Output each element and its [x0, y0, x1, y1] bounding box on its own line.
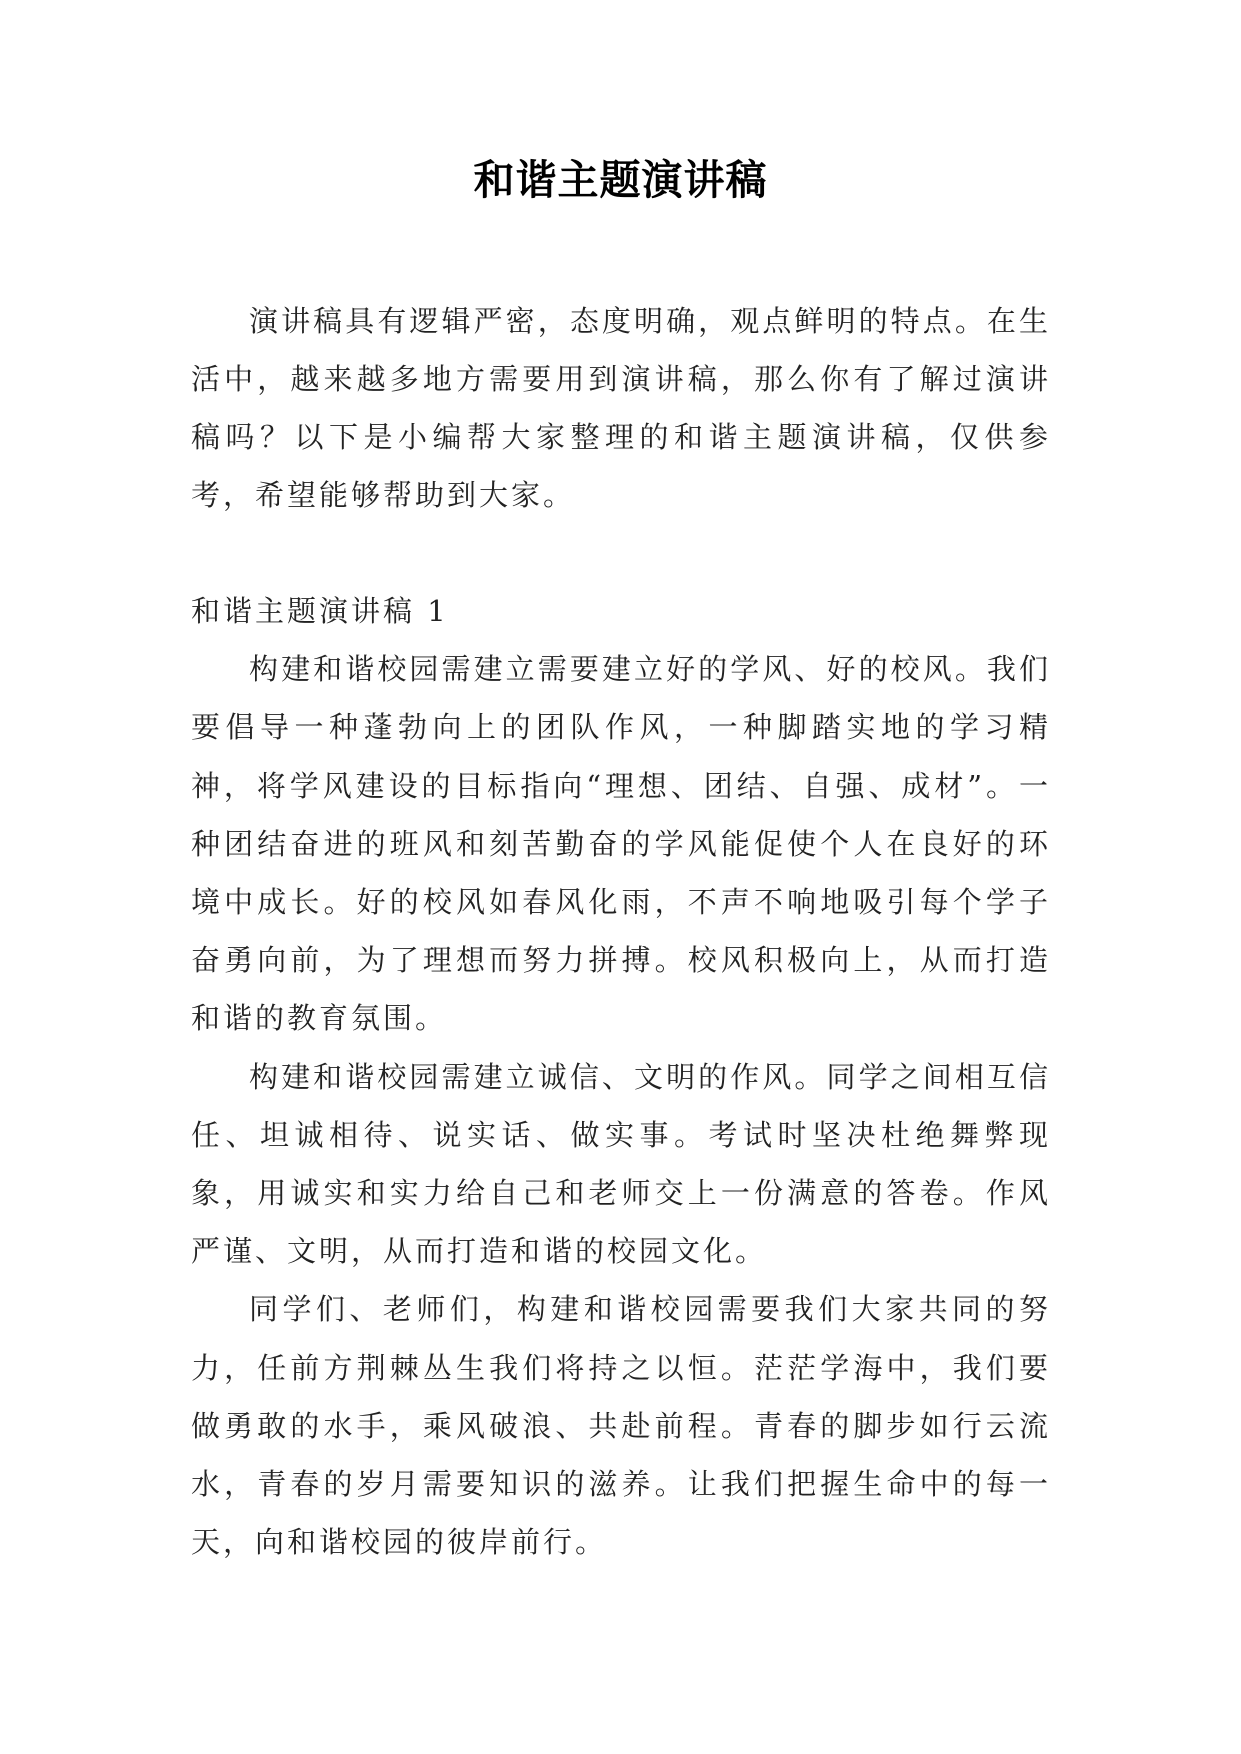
intro-block: [191, 292, 1051, 524]
intro-paragraph: 演讲稿具有逻辑严密，态度明确，观点鲜明的特点。在生活中，越来越多地方需要用到演讲稿，那么你有了解过演讲稿吗？以下是小编帮大家整理的和谐主题演讲稿，仅供参考，希望能够帮助到大家。: [191, 304, 1051, 512]
section-1: [191, 582, 1051, 1571]
section-heading: 和谐主题演讲稿 1: [191, 594, 449, 628]
section-paragraph-3: 同学们、老师们，构建和谐校园需要我们大家共同的努力，任前方荆棘丛生我们将持之以恒。茫茫学海中，我们要做勇敢的水手，乘风破浪、共赴前程。青春的脚步如行云流水，青春的岁月需要知识的滋养。让我们把握生命中的每一天，向和谐校园的彼岸前行。: [191, 1292, 1051, 1560]
section-paragraph-1: 构建和谐校园需建立需要建立好的学风、好的校风。我们要倡导一种蓬勃向上的团队作风，一种脚踏实地的学习精神，将学风建设的目标指向“理想、团结、自强、成材”。一种团结奋进的班风和刻苦勤奋的学风能促使个人在良好的环境中成长。好的校风如春风化雨，不声不响地吸引每个学子奋勇向前，为了理想而努力拼搏。校风积极向上，从而打造和谐的教育氛围。: [191, 652, 1051, 1036]
section-paragraph-2: 构建和谐校园需建立诚信、文明的作风。同学之间相互信任、坦诚相待、说实话、做实事。考试时坚决杜绝舞弊现象，用诚实和实力给自己和老师交上一份满意的答卷。作风严谨、文明，从而打造和谐的校园文化。: [191, 1059, 1051, 1269]
document-title: 和谐主题演讲稿: [473, 156, 768, 204]
